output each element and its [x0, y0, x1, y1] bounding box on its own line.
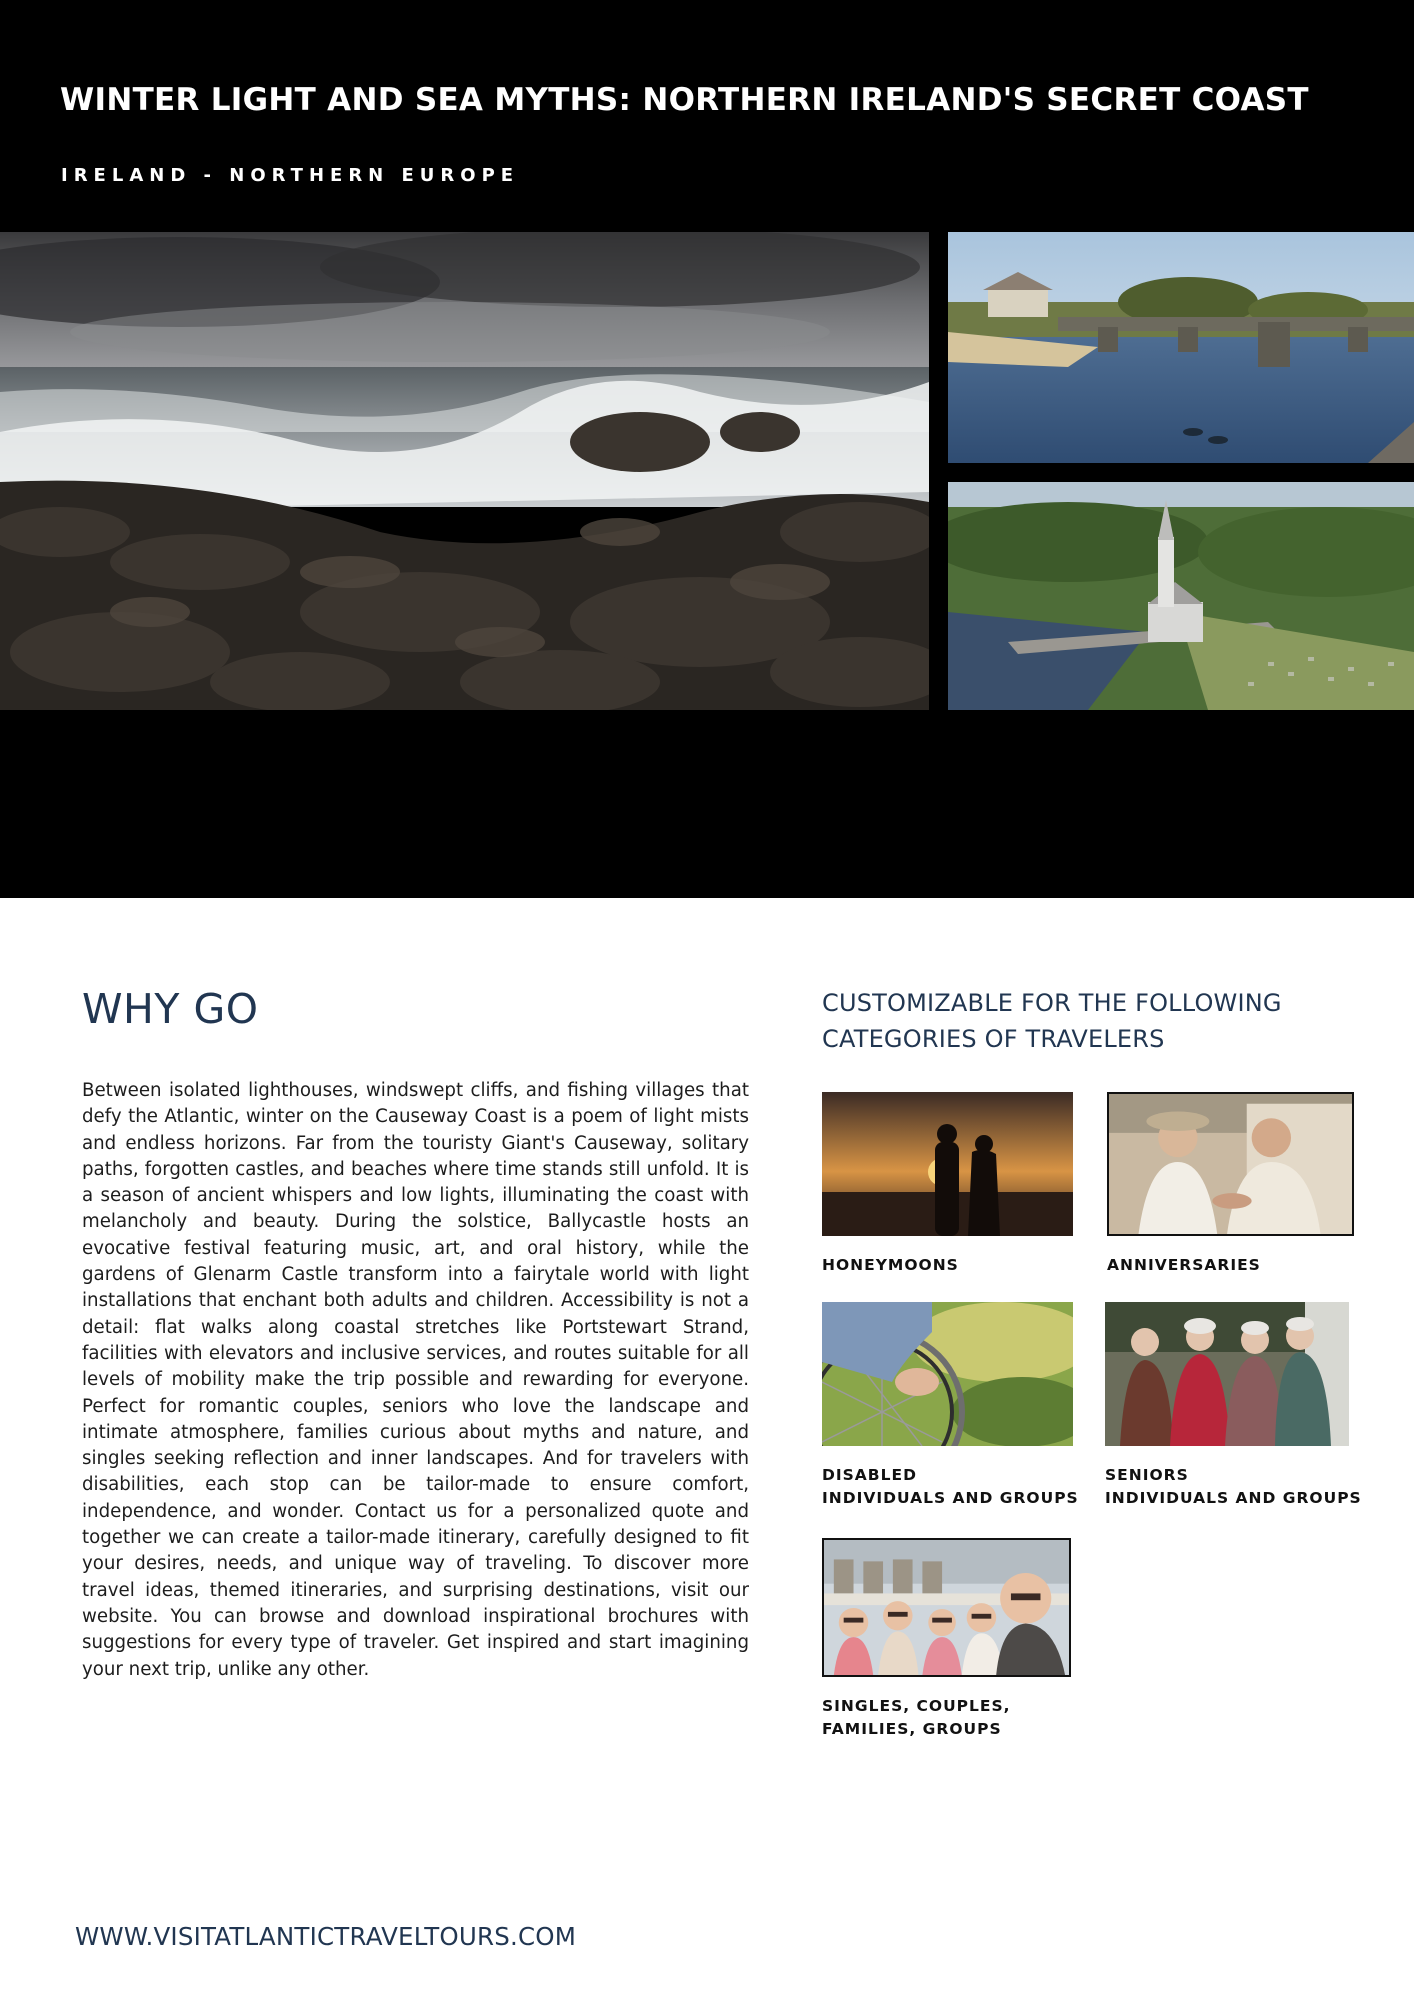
hero-banner — [0, 0, 1414, 898]
category-singles-couples-families — [822, 1538, 1071, 1741]
categories-heading: CUSTOMIZABLE FOR THE FOLLOWING CATEGORIES OF TRAVELERS — [822, 989, 1282, 1053]
category-label: SENIORS INDIVIDUALS AND GROUPS — [1105, 1466, 1362, 1507]
why-go-body: Between isolated lighthouses, windswept cliffs, and fishing villages that defy the Atlantic, winter on the Causeway Coast is a poem of light mists and endless horizons. Far from the touristy Giant's Causeway, solitary paths, forgotten castles, and beaches where time stands still unfold. It is a season of ancient whispers and low lights, illuminating the coast with melancholy and beauty. During the solstice, Ballycastle hosts an evocative festival featuring music, art, and oral history, while the gardens of Glenarm Castle transform into a fairytale world with light installations that enchant both adults and children. Accessibility is not a detail: flat walks along coastal stretches like Portstewart Strand, facilities with elevators and inclusive services, and routes suitable for all levels of mobility make the trip possible and rewarding for everyone. Perfect for romantic couples, seniors who love the landscape and intimate atmosphere, families curious about myths and nature, and singles seeking reflection and inner landscapes. And for travelers with disabilities, each stop can be tailor-made to ensure comfort, independence, and wonder. Contact us for a personalized quote and together we can create a tailor-made itinerary, carefully designed to fit your desires, needs, and unique way of traveling. To discover more travel ideas, themed itineraries, and surprising destinations, visit our website. You can browse and download inspirational brochures with suggestions for every type of traveler. Get inspired and start imagining your next trip, unlike any other. — [82, 1080, 749, 1680]
category-label: ANNIVERSARIES — [1107, 1256, 1261, 1274]
category-honeymoons — [822, 1092, 1073, 1277]
page-title: WINTER LIGHT AND SEA MYTHS: NORTHERN IRELAND'S SECRET COAST — [60, 82, 1309, 118]
website-link[interactable]: WWW.VISITATLANTICTRAVELTOURS.COM — [75, 1922, 577, 1951]
category-label: DISABLED INDIVIDUALS AND GROUPS — [822, 1466, 1079, 1507]
category-disabled — [822, 1302, 1079, 1510]
category-label: SINGLES, COUPLES, FAMILIES, GROUPS — [822, 1697, 1011, 1738]
wheelchair-photo — [822, 1302, 1073, 1446]
older-couple-photo — [1107, 1092, 1354, 1236]
page-subtitle: IRELAND - NORTHERN EUROPE — [61, 165, 520, 186]
category-anniversaries — [1107, 1092, 1354, 1277]
seniors-group-photo — [1105, 1302, 1349, 1446]
stone-bridge-river-photo — [948, 232, 1414, 463]
aerial-church-village-photo — [948, 482, 1414, 710]
family-selfie-photo — [822, 1538, 1071, 1677]
category-seniors — [1105, 1302, 1362, 1510]
category-label: HONEYMOONS — [822, 1256, 959, 1274]
stormy-sea-rocky-coast-photo — [0, 232, 929, 710]
couple-sunset-photo — [822, 1092, 1073, 1236]
why-go-heading: WHY GO — [82, 985, 259, 1033]
